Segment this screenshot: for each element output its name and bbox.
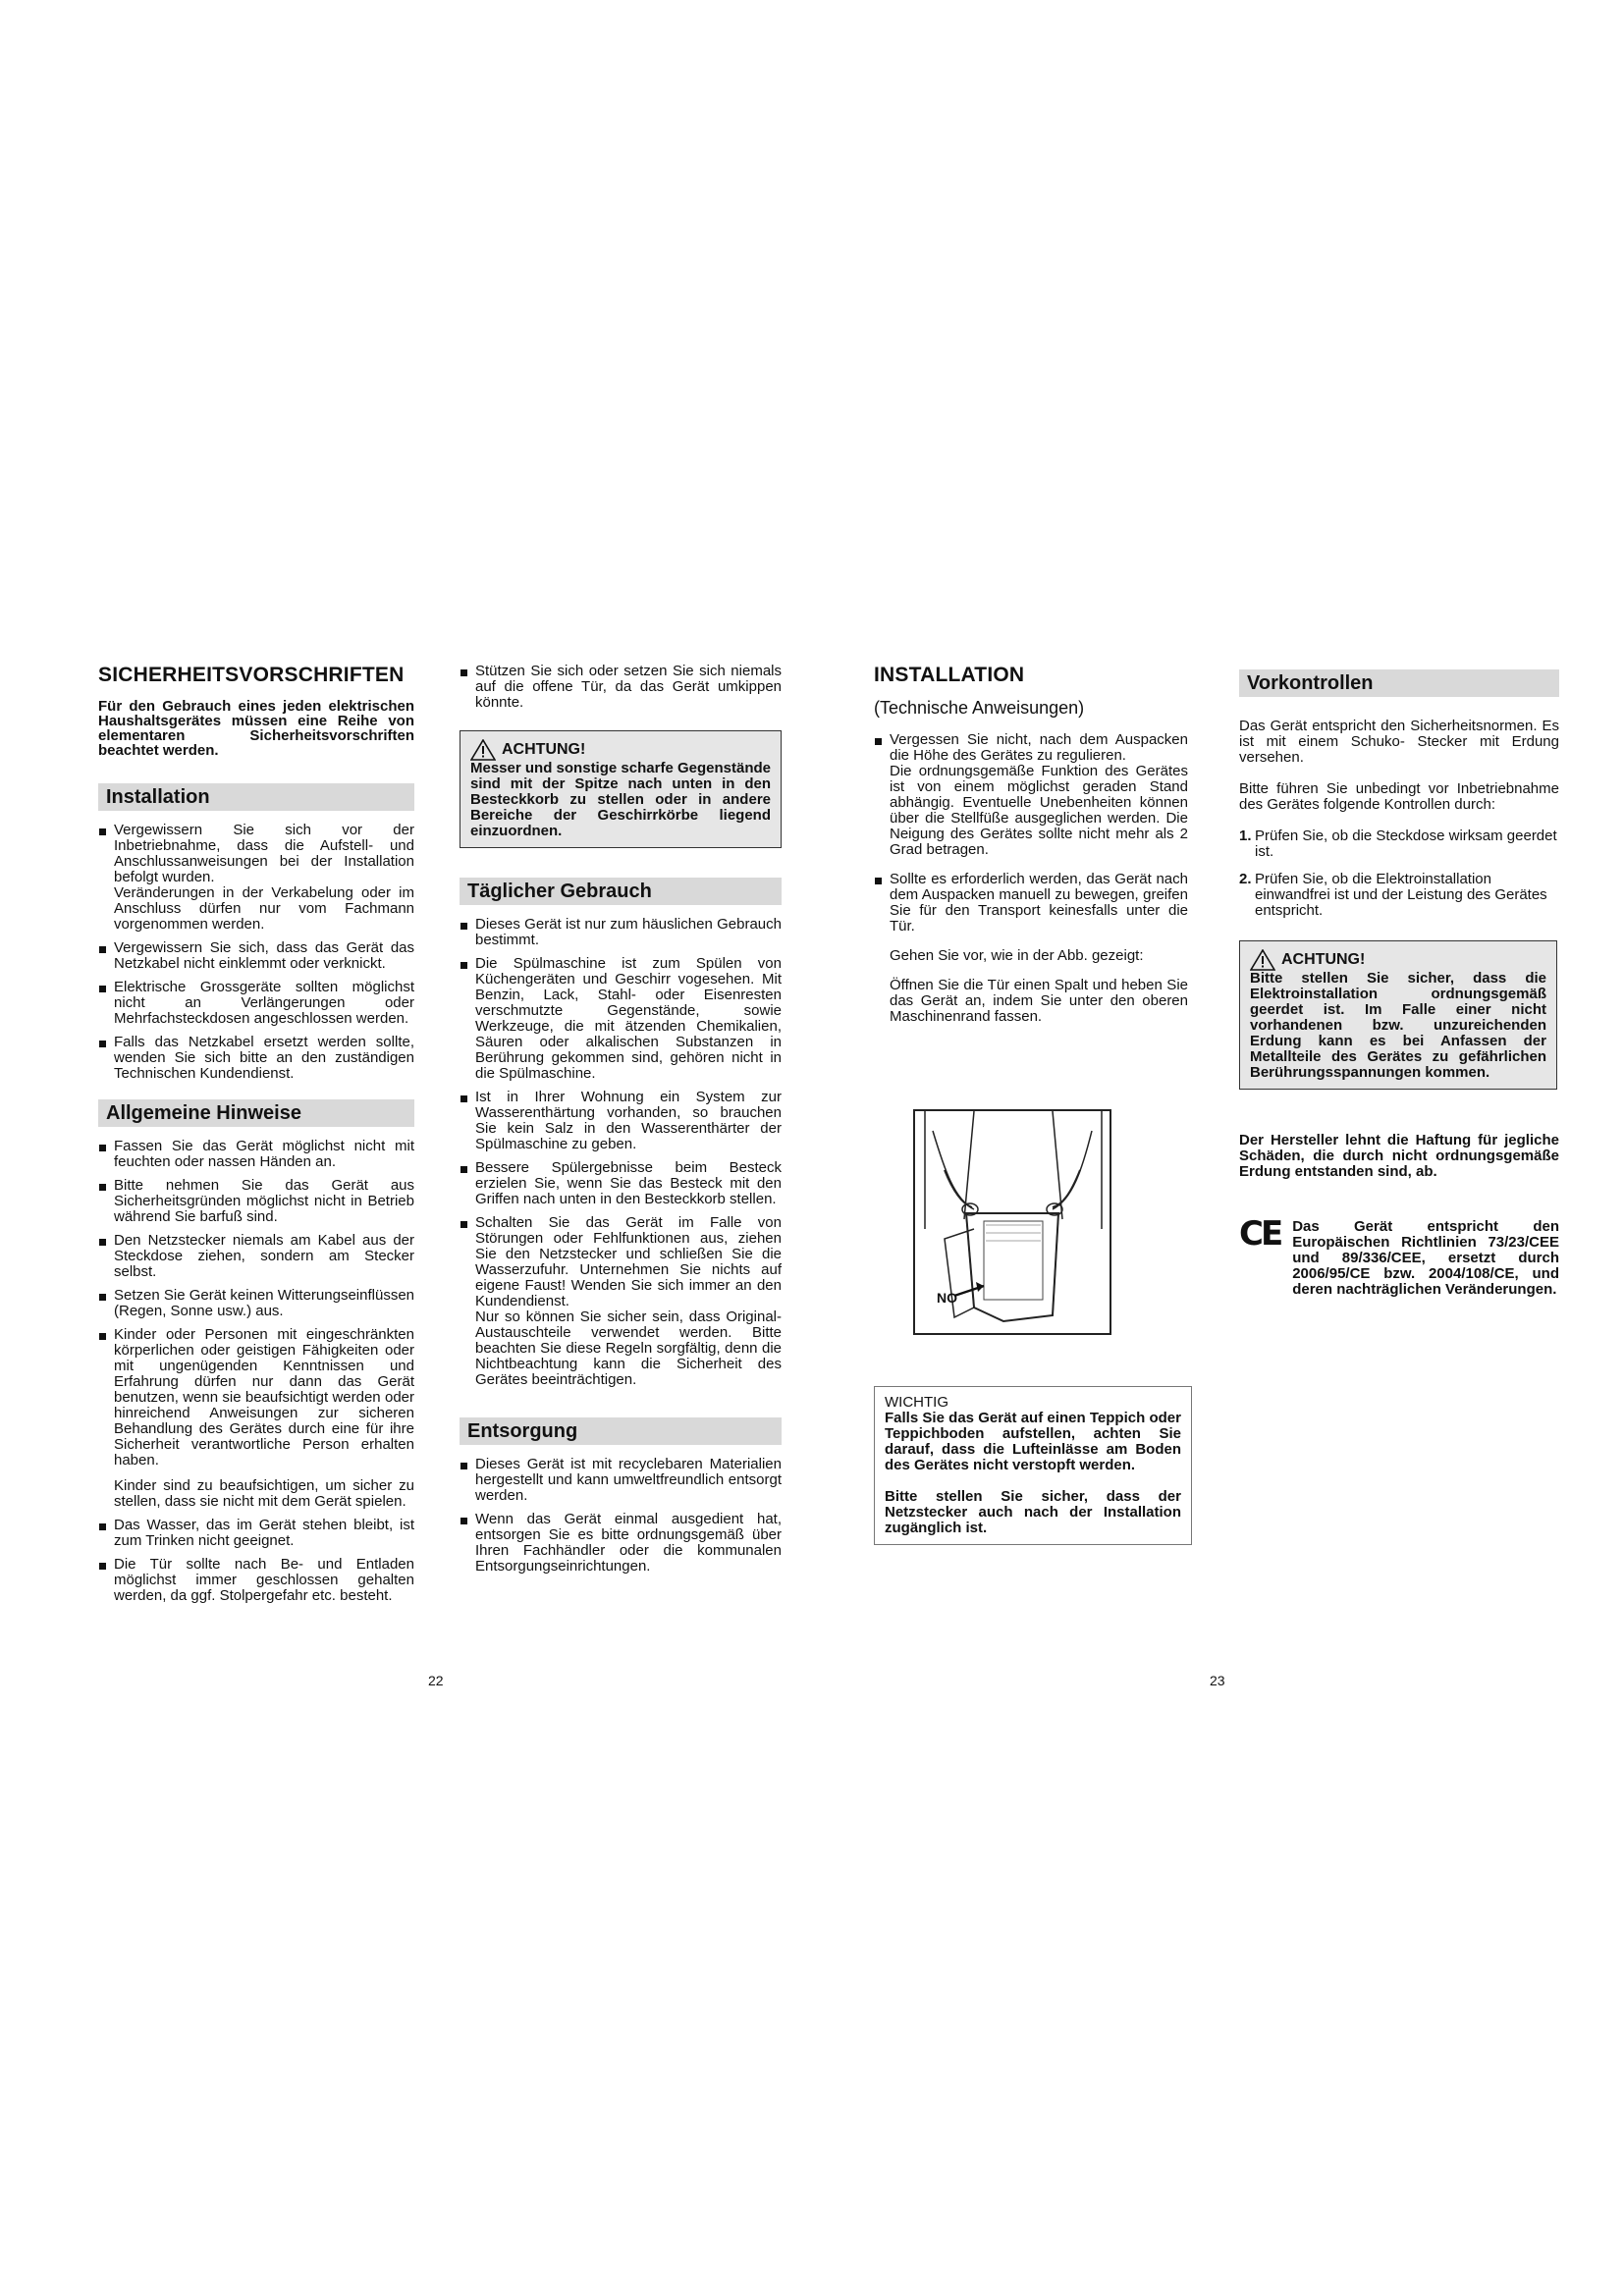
list-item-extra: Nur so können Sie sicher sein, dass Original-Austauschteile verwendet werden. Bitte beachten Sie diese Regeln sorgfältig, denn die Nichtbeachtung kann die Sicherheit des Gerätes beeinträchtigen.	[475, 1308, 782, 1388]
warning-text: Bitte stellen Sie sicher, dass die Elektroinstallation ordnungsgemäß geerdet ist. Im Falle einer nicht vorhandenen bzw. unzureichenden Erdung kann es bei Anfassen der Metallteile des Gerätes zu gefährlichen Berührungsspannungen kommen.	[1250, 970, 1546, 1081]
list-item: Vergewissern Sie sich vor der Inbetriebnahme, dass die Aufstell- und Anschlussanweisungen bei der Installation befolgt wurden. Veränderungen in der Verkabelung oder im Anschluss dürfen nur vom Fachmann vorgenommen werden.	[98, 823, 414, 933]
installation-tech-list	[874, 732, 1188, 1025]
list-item: Das Wasser, das im Gerät stehen bleibt, ist zum Trinken nicht geeignet.	[98, 1518, 414, 1549]
list-item: Bessere Spülergebnisse beim Besteck erzielen Sie, wenn Sie das Besteck mit den Griffen nach unten in den Besteckkorb stellen.	[460, 1160, 782, 1207]
vorkontrollen-p1: Das Gerät entspricht den Sicherheitsnormen. Es ist mit einem Schuko- Stecker mit Erdung versehen.	[1239, 718, 1559, 766]
wichtig-text-2: Bitte stellen Sie sicher, dass der Netzstecker auch nach der Installation zugänglich ist.	[885, 1488, 1181, 1536]
section-heading-allgemein: Allgemeine Hinweise	[98, 1099, 414, 1127]
warning-triangle-icon	[470, 739, 496, 761]
entsorgung-list	[460, 1457, 782, 1575]
list-item: Ist in Ihrer Wohnung ein System zur Wasserenthärtung vorhanden, so brauchen Sie kein Salz in den Wasserenthärter der Spülmaschine zu geben.	[460, 1090, 782, 1152]
list-item: Setzen Sie Gerät keinen Witterungseinflüssen (Regen, Sonne usw.) aus.	[98, 1288, 414, 1319]
wichtig-label: WICHTIG	[885, 1394, 948, 1411]
check-item: 2. Prüfen Sie, ob die Elektroinstallation einwandfrei ist und der Leistung des Gerätes entspricht.	[1239, 871, 1547, 919]
list-item-extra: Die ordnungsgemäße Funktion des Gerätes ist von einem möglichst geraden Stand abhängig. Eventuelle Unebenheiten können über die Stellfüße ausgeglichen werden. Die Neigung des Gerätes sollte nicht mehr als 2 Grad betragen.	[890, 763, 1188, 858]
page-number-23: 23	[1210, 1673, 1225, 1688]
list-item: Dieses Gerät ist mit recyclebaren Materialien hergestellt und kann umweltfreundlich entsorgt werden.	[460, 1457, 782, 1504]
section-heading-vorkontrollen: Vorkontrollen	[1239, 669, 1559, 697]
page23-col3	[874, 664, 1188, 1033]
warning-label: ACHTUNG!	[1281, 951, 1366, 968]
warning-header	[470, 739, 771, 761]
list-item: Elektrische Grossgeräte sollten möglichst nicht an Verlängerungen oder Mehrfachsteckdosen angeschlossen werden.	[98, 980, 414, 1027]
list-item-extra: Veränderungen in der Verkabelung oder im Anschluss dürfen nur vom Fachmann vorgenommen werden.	[114, 884, 414, 933]
list-item: Kinder oder Personen mit eingeschränkten körperlichen oder geistigen Fähigkeiten oder mit ungenügenden Kenntnissen und Erfahrung dürfen nur dann das Gerät benutzen, wenn sie beaufsichtigt werden oder hinreichend Anweisungen zur sicheren Behandlung des Gerätes durch eine für ihre Sicherheit verantwortliche Person erhalten haben. Kinder sind zu beaufsichtigen, um sicher zu stellen, dass sie nicht mit dem Gerät spielen.	[98, 1327, 414, 1510]
lifting-illustration	[913, 1109, 1111, 1335]
warning-header	[1250, 949, 1546, 971]
list-item: Falls das Netzkabel ersetzt werden sollte, wenden Sie sich bitte an den zuständigen Technischen Kundendienst.	[98, 1035, 414, 1082]
list-item: Den Netzstecker niemals am Kabel aus der Steckdose ziehen, sondern am Stecker selbst.	[98, 1233, 414, 1280]
page-title-installation: INSTALLATION	[874, 664, 1025, 686]
page-number-22: 22	[428, 1673, 444, 1688]
allgemein-list	[98, 1139, 414, 1604]
ce-mark-icon: CE	[1239, 1214, 1281, 1254]
warning-box-erdung	[1239, 940, 1557, 1090]
list-item-extra: Kinder sind zu beaufsichtigen, um sicher zu stellen, dass sie nicht mit dem Gerät spielen.	[114, 1477, 414, 1510]
list-item: Vergewissern Sie sich, dass das Gerät das Netzkabel nicht einklemmt oder verknickt.	[98, 940, 414, 972]
list-item: Die Tür sollte nach Be- und Entladen möglichst immer geschlossen gehalten werden, da ggf. Stolpergefahr etc. besteht.	[98, 1557, 414, 1604]
installation-list	[98, 823, 414, 1082]
check-item: 1. Prüfen Sie, ob die Steckdose wirksam geerdet ist.	[1239, 828, 1557, 860]
ce-text: Das Gerät entspricht den Europäischen Richtlinien 73/23/CEE und 89/336/CEE, ersetzt durch 2006/95/CE bzw. 2004/108/CE, und deren nachträglichen Veränderungen.	[1292, 1218, 1559, 1298]
intro-list	[460, 664, 782, 711]
no-label: NO	[937, 1290, 957, 1306]
list-item-extra: Gehen Sie vor, wie in der Abb. gezeigt:	[890, 947, 1144, 964]
page-subtitle: (Technische Anweisungen)	[874, 698, 1085, 718]
vorkontrollen-p2: Bitte führen Sie unbedingt vor Inbetriebnahme des Gerätes folgende Kontrollen durch:	[1239, 780, 1559, 813]
list-item: Bitte nehmen Sie das Gerät aus Sicherheitsgründen möglichst nicht in Betrieb während Sie barfuß sind.	[98, 1178, 414, 1225]
list-item-extra: Öffnen Sie die Tür einen Spalt und heben Sie das Gerät an, indem Sie unter den oberen Maschinenrand fassen.	[890, 977, 1188, 1025]
intro-text: Für den Gebrauch eines jeden elektrischen Haushaltsgerätes müssen eine Reihe von elementaren Sicherheitsvorschriften beachtet werden.	[98, 698, 414, 759]
list-item: Stützen Sie sich oder setzen Sie sich niemals auf die offene Tür, da das Gerät umkippen könnte.	[460, 664, 782, 711]
list-item: Schalten Sie das Gerät im Falle von Störungen oder Fehlfunktionen aus, ziehen Sie den Netzstecker und schließen Sie die Wasserzufuhr. Unternehmen Sie nichts auf eigene Faust! Wenden Sie sich immer an den Kundendienst. Nur so können Sie sicher sein, dass Original-Austauschteile verwendet werden. Bitte beachten Sie diese Regeln sorgfältig, denn die Nichtbeachtung kann die Sicherheit des Gerätes beeinträchtigen.	[460, 1215, 782, 1388]
list-item: Vergessen Sie nicht, nach dem Auspacken die Höhe des Gerätes zu regulieren. Die ordnungsgemäße Funktion des Gerätes ist von einem möglichst geraden Stand abhängig. Eventuelle Unebenheiten können über die Stellfüße ausgeglichen werden. Die Neigung des Gerätes sollte nicht mehr als 2 Grad betragen.	[874, 732, 1188, 858]
warning-text: Messer und sonstige scharfe Gegenstände sind mit der Spitze nach unten in den Besteckkorb zu stellen oder in andere Bereiche der Geschirrkörbe liegend einzuordnen.	[470, 760, 771, 839]
section-heading-entsorgung: Entsorgung	[460, 1417, 782, 1445]
warning-box-messer	[460, 730, 782, 848]
wichtig-text-1: Falls Sie das Gerät auf einen Teppich oder Teppichboden aufstellen, achten Sie darauf, dass die Lufteinlässe am Boden des Gerätes nicht verstopft werden.	[885, 1410, 1181, 1473]
page22-col1	[98, 664, 414, 1612]
warning-label: ACHTUNG!	[502, 741, 586, 758]
checks-list	[1239, 828, 1559, 919]
page-title-sicherheit: SICHERHEITSVORSCHRIFTEN	[98, 664, 405, 686]
section-heading-installation: Installation	[98, 783, 414, 811]
liability-text: Der Hersteller lehnt die Haftung für jegliche Schäden, die durch nicht ordnungsgemäße Erdung entstanden sind, ab.	[1239, 1132, 1559, 1180]
ce-block	[1239, 1214, 1559, 1298]
section-heading-taeglich: Täglicher Gebrauch	[460, 878, 782, 905]
list-item: Fassen Sie das Gerät möglichst nicht mit feuchten oder nassen Händen an.	[98, 1139, 414, 1170]
list-item: Dieses Gerät ist nur zum häuslichen Gebrauch bestimmt.	[460, 917, 782, 948]
list-item: Wenn das Gerät einmal ausgedient hat, entsorgen Sie es bitte ordnungsgemäß über Ihren Fachhändler oder die kommunalen Entsorgungseinrichtungen.	[460, 1512, 782, 1575]
wichtig-box	[874, 1386, 1192, 1545]
warning-triangle-icon	[1250, 949, 1275, 971]
taeglich-list	[460, 917, 782, 1388]
list-item: Sollte es erforderlich werden, das Gerät nach dem Auspacken manuell zu bewegen, greifen Sie für den Transport keinesfalls unter die Tür. Gehen Sie vor, wie in der Abb. gezeigt: Öffnen Sie die Tür einen Spalt und heben Sie das Gerät an, indem Sie unter den oberen Maschinenrand fassen.	[874, 872, 1188, 1025]
page23-col4	[1239, 669, 1559, 1298]
list-item: Die Spülmaschine ist zum Spülen von Küchengeräten und Geschirr vogesehen. Mit Benzin, Lack, Stahl- oder Eisenresten verschmutzte Gegenstände, sowie Werkzeuge, die mit ätzenden Chemikalien, Säuren oder alkalischen Substanzen in Berührung gekommen sind, gehören nicht in die Spülmaschine.	[460, 956, 782, 1082]
page22-col2	[460, 664, 782, 1582]
